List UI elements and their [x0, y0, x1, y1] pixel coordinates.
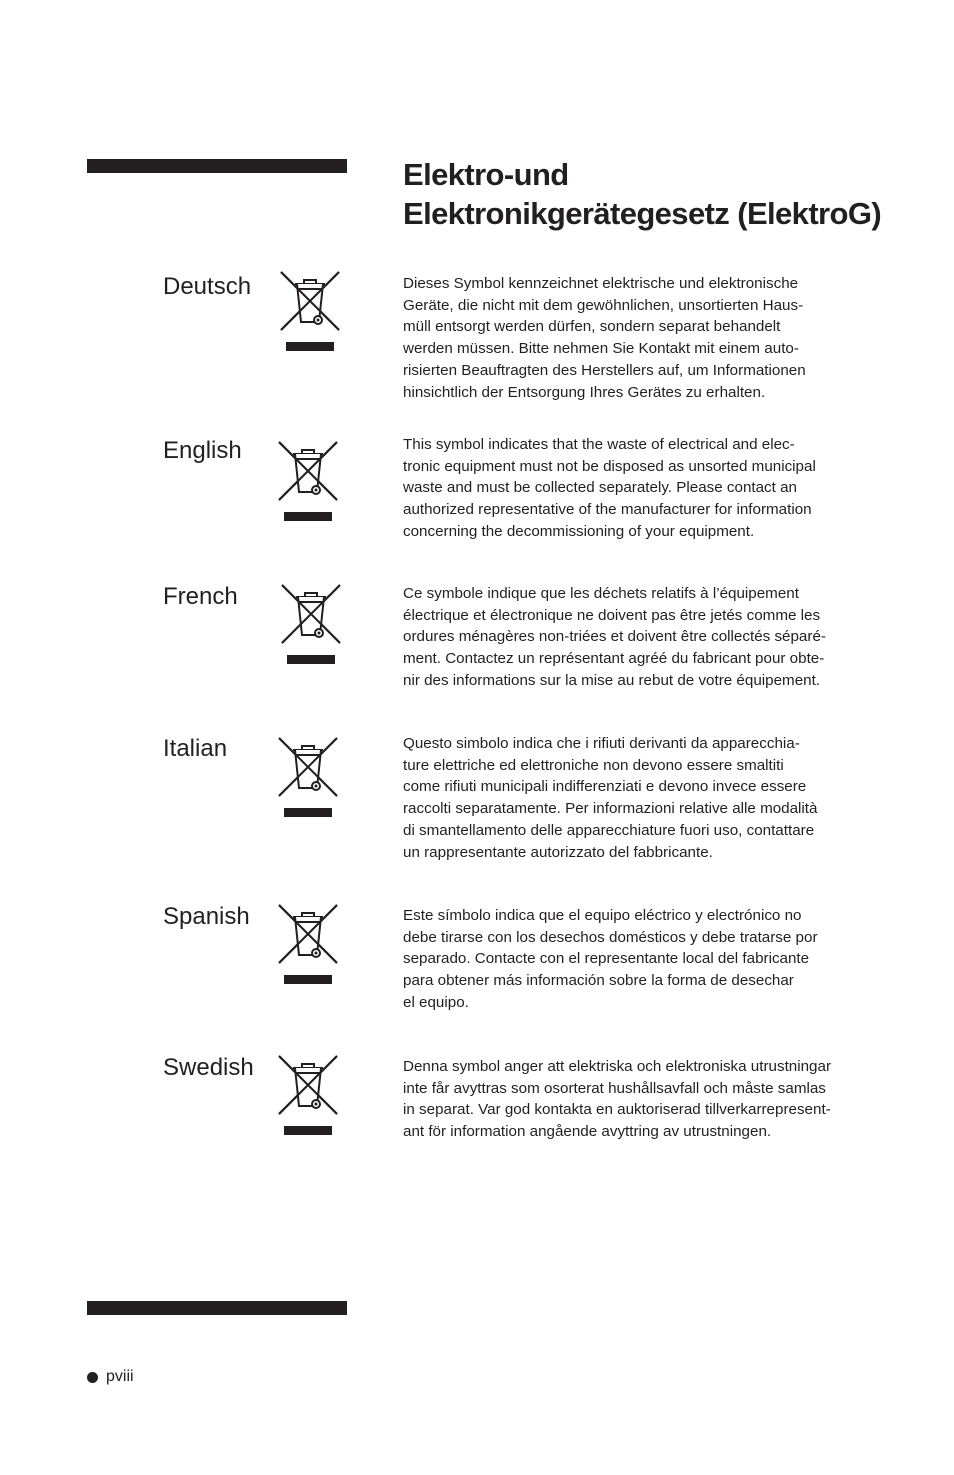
- top-rule: [87, 159, 347, 173]
- section-text-swedish: Denna symbol anger att elektriska och elektroniska utrustningar inte får avyttras som osorterat hushållsavfall och måste samlas in separat. Var god kontakta en auktoriserad tillverkarrepresent- ant för information angående avyttring av utrustningen.: [403, 1058, 832, 1141]
- crossed-out-wheelie-bin-icon: [275, 903, 341, 989]
- language-label-deutsch: Deutsch: [163, 273, 252, 300]
- section-text-spanish: Este símbolo indica que el equipo eléctrico y electrónico no debe tirarse con los desechos domésticos y debe tratarse por separado. Contacte con el representante local del fabricante para obtener más información sobre la forma de desechar el equipo.: [403, 907, 818, 1011]
- crossed-out-wheelie-bin-icon: [275, 440, 341, 526]
- language-label-italian: Italian: [163, 735, 228, 762]
- language-label-swedish: Swedish: [163, 1054, 254, 1081]
- page-footer: [87, 1368, 134, 1386]
- crossed-out-wheelie-bin-icon: [275, 1054, 341, 1140]
- crossed-out-wheelie-bin-icon: [275, 736, 341, 822]
- section-text-deutsch: Dieses Symbol kennzeichnet elektrische und elektronische Geräte, die nicht mit dem gewöhnlichen, unsortierten Haus- müll entsorgt werden dürfen, sondern separat behandelt werden müssen. Bitte nehmen Sie Kontakt mit einem auto- risierten Beauftragten des Herstellers auf, um Informationen hinsichtlich der Entsorgung Ihres Gerätes zu erhalten.: [403, 275, 806, 401]
- bullet-icon: [87, 1372, 98, 1383]
- crossed-out-wheelie-bin-icon: [278, 583, 344, 669]
- section-text-english: This symbol indicates that the waste of electrical and elec- tronic equipment must not be disposed as unsorted municipal waste and must be collected separately. Please contact an authorized representative of the manufacturer for information concerning the decommissioning of your equipment.: [403, 436, 816, 540]
- section-text-italian: Questo simbolo indica che i rifiuti derivanti da apparecchia- ture elettriche ed elettroniche non devono essere smaltiti come rifiuti municipali indifferenziati e devono invece essere raccolti separatamente. Per informazioni relative alle modalità di smantellamento delle apparecchiature fuori uso, contattare un rappresentante autorizzato del fabbricante.: [403, 735, 818, 861]
- page-title: [403, 155, 923, 233]
- page-title-line-2: Elektronikgerätegesetz (ElektroG): [403, 196, 882, 231]
- page-number: pviii: [106, 1368, 134, 1385]
- bottom-rule: [87, 1301, 347, 1315]
- section-text-french: Ce symbole indique que les déchets relatifs à l’équipement électrique et électronique ne doivent pas être jetés comme les ordures ménagères non-triées et doivent être collectés séparé- ment. Contactez un représentant agréé du fabricant pour obte- nir des informations sur la mise au rebut de votre équipement.: [403, 585, 826, 689]
- crossed-out-wheelie-bin-icon: [277, 270, 343, 356]
- language-label-french: French: [163, 583, 238, 610]
- language-label-english: English: [163, 437, 242, 464]
- page-title-line-1: Elektro-und: [403, 157, 569, 192]
- language-label-spanish: Spanish: [163, 903, 250, 930]
